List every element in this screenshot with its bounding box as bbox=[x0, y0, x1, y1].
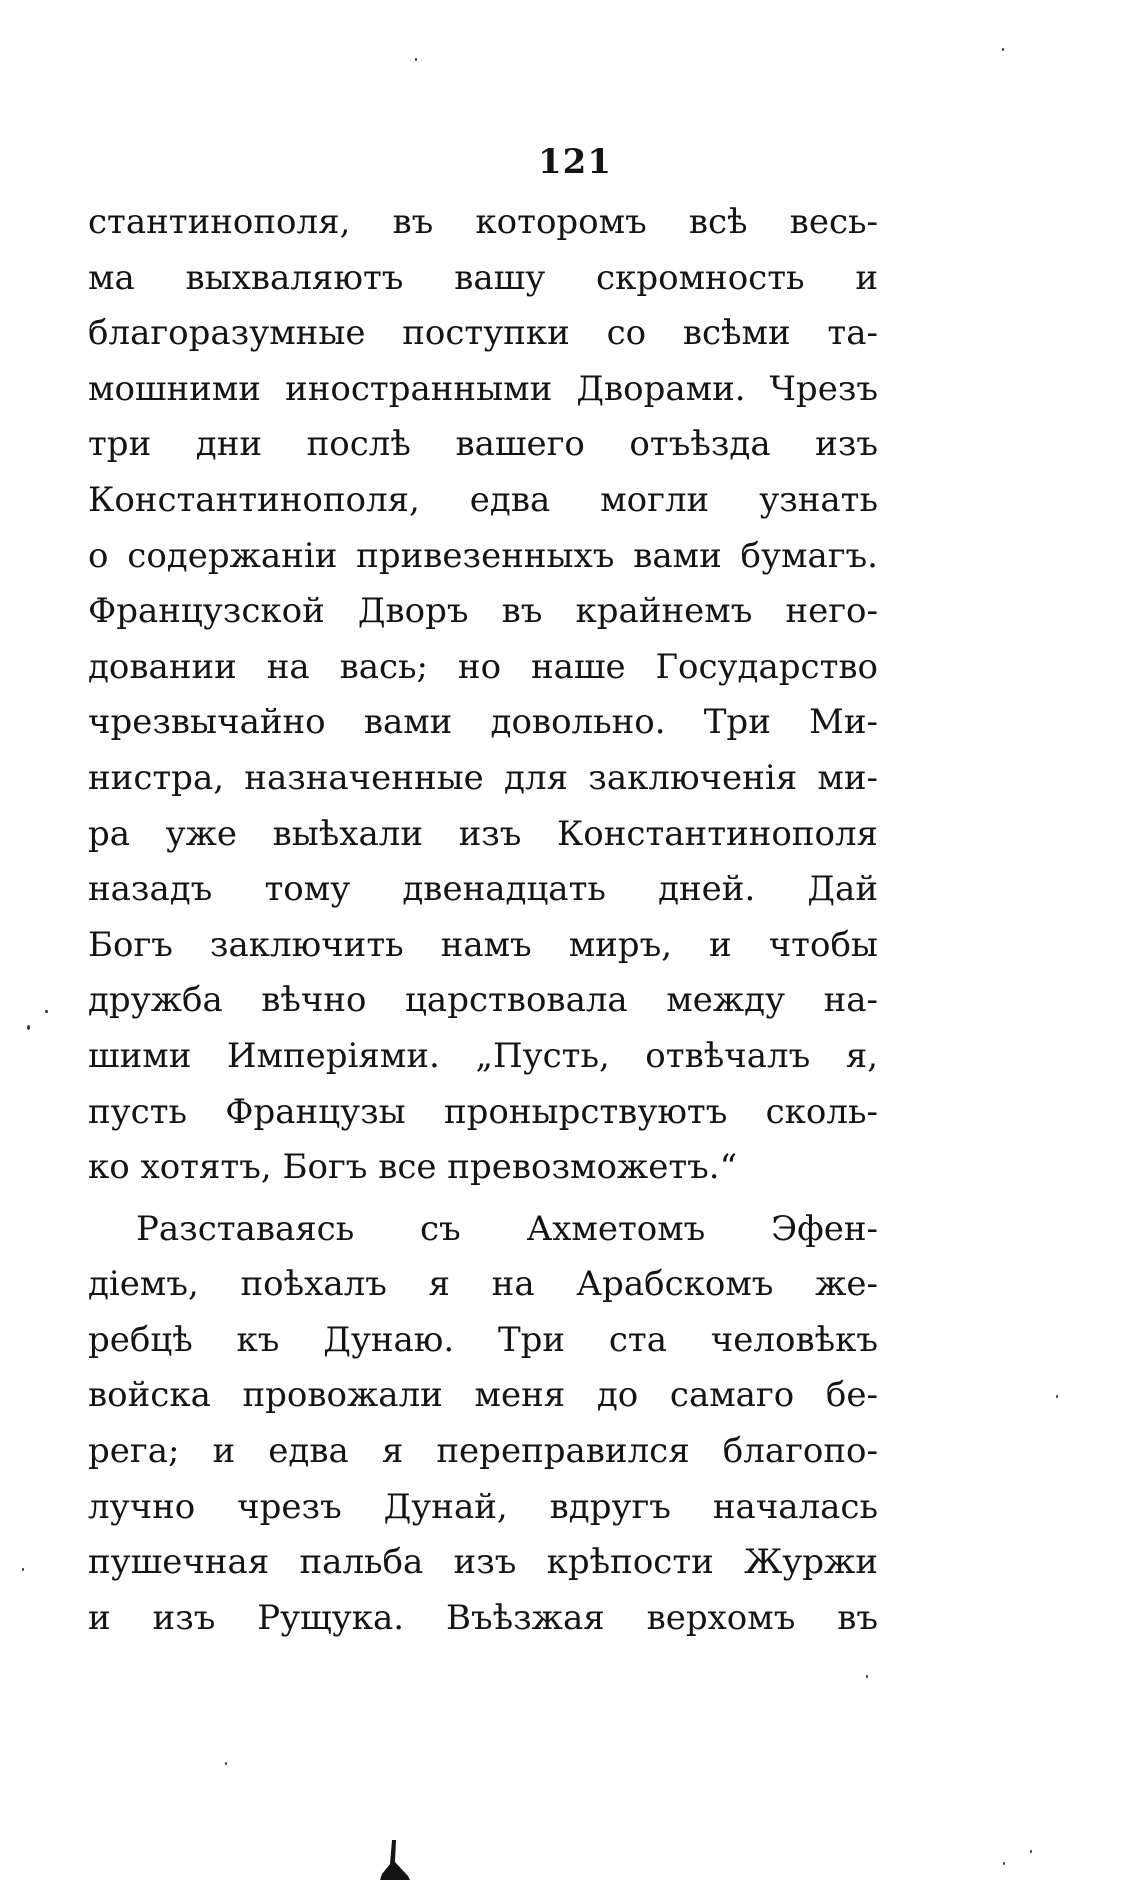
text-line: стантинополя, въ которомъ всѣ весь- bbox=[88, 202, 878, 242]
text-line: ребцѣ къ Дунаю. Три ста человѣкъ bbox=[88, 1319, 878, 1360]
paper-speck bbox=[27, 1025, 30, 1030]
paper-speck bbox=[1002, 48, 1004, 51]
text-line: чрезвычайно вами довольно. Три Ми- bbox=[88, 702, 878, 743]
signature-mark-icon bbox=[378, 1838, 412, 1882]
paragraph-2 bbox=[88, 1202, 878, 1647]
text-line: Богъ заключить намъ миръ, и чтобы bbox=[88, 924, 878, 965]
text-line: Константинополя, едва могли узнать bbox=[88, 479, 878, 520]
text-line: лучно чрезъ Дунай, вдругъ началась bbox=[88, 1486, 878, 1527]
paper-speck bbox=[866, 1675, 868, 1678]
text-line: о содержаніи привезенныхъ вами бумагъ. bbox=[88, 535, 878, 576]
text-line: три дни послѣ вашего отъѣзда изъ bbox=[88, 424, 878, 465]
text-line: шими Имперіями. „Пусть, отвѣчалъ я, bbox=[88, 1035, 878, 1076]
text-line: ма выхваляютъ вашу скромность и bbox=[88, 257, 878, 298]
paper-speck bbox=[1056, 1395, 1058, 1398]
text-line: благоразумные поступки со всѣми та- bbox=[88, 313, 878, 354]
text-line: пусть Французы пронырствуютъ сколь- bbox=[88, 1091, 878, 1132]
text-line: нистра, назначенные для заключенія ми- bbox=[88, 757, 878, 798]
paper-speck bbox=[225, 1762, 227, 1765]
text-line: мошними иностранными Дворами. Чрезъ bbox=[88, 368, 878, 409]
text-line: ко хотятъ, Богъ все превозможетъ.“ bbox=[88, 1147, 737, 1188]
text-line: ра уже выѣхали изъ Константинополя bbox=[88, 813, 878, 854]
paper-speck bbox=[415, 58, 417, 61]
text-line: пушечная пальба изъ крѣпости Журжи bbox=[88, 1542, 878, 1583]
text-line: довании на вась; но наше Государство bbox=[88, 646, 878, 687]
text-line: назадъ тому двенадцать дней. Дай bbox=[88, 869, 878, 910]
paragraph-1 bbox=[88, 195, 878, 1196]
text-line: войска провожали меня до самаго бе- bbox=[88, 1375, 878, 1416]
text-line: Французской Дворъ въ крайнемъ него- bbox=[88, 591, 878, 632]
page-number: 121 bbox=[538, 142, 612, 182]
paper-speck bbox=[1003, 1862, 1005, 1865]
body-text bbox=[88, 195, 878, 1646]
text-line: и изъ Рущука. Въѣзжая верхомъ въ bbox=[88, 1597, 878, 1638]
text-line: діемъ, поѣхалъ я на Арабскомъ же- bbox=[88, 1264, 878, 1305]
paper-speck bbox=[45, 1010, 48, 1013]
paper-speck bbox=[1030, 1850, 1032, 1853]
text-line: дружба вѣчно царствовала между на- bbox=[88, 980, 878, 1021]
text-line: рега; и едва я переправился благопо- bbox=[88, 1431, 878, 1472]
text-line: Разставаясь съ Ахметомъ Эфен- bbox=[136, 1208, 878, 1249]
paper-speck bbox=[22, 1568, 24, 1571]
